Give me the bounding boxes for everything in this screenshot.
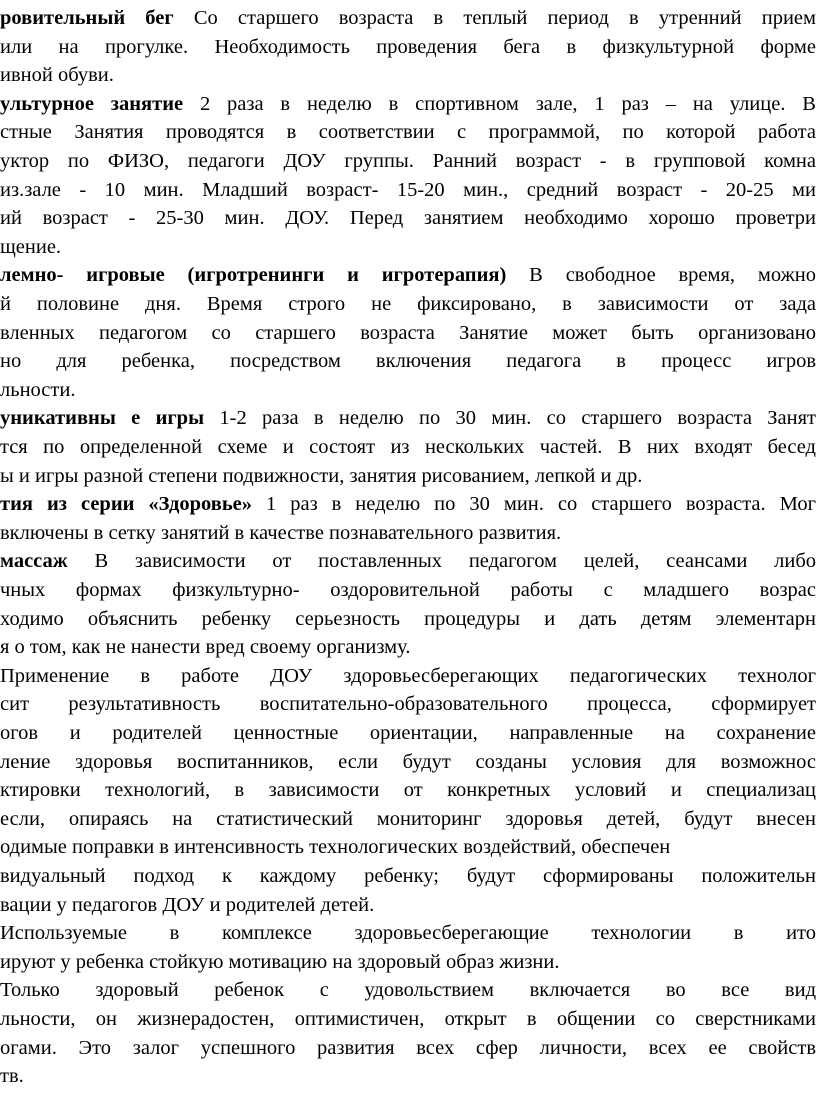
line-text: стные Занятия проводятся в соответствии с программой, по которой работа (0, 121, 816, 144)
text-line (0, 832, 816, 862)
text-line (0, 3, 816, 33)
text-line (0, 232, 816, 262)
text-line (0, 32, 816, 62)
text-line (0, 518, 816, 548)
text-line (0, 375, 816, 405)
text-line (0, 489, 816, 519)
text-line (0, 146, 816, 176)
text-line (0, 318, 816, 348)
line-text: тв. (0, 1065, 24, 1088)
line-text: й половине дня. Время строго не фиксировано, в зависимости от зада (0, 293, 816, 315)
text-line (0, 346, 816, 376)
text-line (0, 403, 816, 433)
text-line (0, 175, 816, 205)
line-text: ктировки технологий, в зависимости от конкретных условий и специализац (0, 779, 816, 802)
text-line (0, 432, 816, 462)
line-text: Только здоровый ребенок с удовольствием включается во все вид (0, 979, 816, 1002)
line-text: щение. (0, 235, 62, 258)
line-text: одимые поправки в интенсивность технологических воздействий, обеспечен (0, 836, 671, 859)
text-line (0, 260, 816, 290)
text-line (0, 546, 816, 576)
text-line (0, 689, 816, 719)
line-text: но для ребенка, посредством включения педагога в процесс игров (0, 350, 816, 373)
line-text: вленных педагогом со старшего возраста Занятие может быть организовано (0, 321, 816, 344)
text-line (0, 203, 816, 233)
line-text: ление здоровья воспитанников, если будут созданы условия для возможнос (0, 750, 816, 773)
line-text: огов и родителей ценностные ориентации, направленные на сохранение (0, 722, 816, 744)
bold-term: ровительный бег (0, 7, 174, 29)
text-line (0, 861, 816, 891)
line-text: уктор по ФИЗО, педагоги ДОУ группы. Ранний возраст - в групповой комна (0, 150, 816, 172)
text-line (0, 604, 816, 634)
text-line (0, 117, 816, 147)
line-text: ируют у ребенка стойкую мотивацию на здоровый образ жизни. (0, 950, 560, 973)
text-line (0, 289, 816, 319)
text-line (0, 918, 816, 948)
text-line (0, 890, 816, 920)
bold-term: тия из серии «Здоровье» (0, 493, 253, 516)
text-line (0, 632, 816, 662)
text-line (0, 775, 816, 805)
bold-term: массаж (0, 550, 68, 573)
line-text: Применение в работе ДОУ здоровьесберегающих педагогических технолог (0, 664, 816, 687)
text-line (0, 1061, 816, 1091)
line-text: Со старшего возраста в теплый период в утренний прием (173, 7, 816, 29)
text-line (0, 718, 816, 748)
line-text: чных формах физкультурно- оздоровительной работы с младшего возрас (0, 579, 816, 601)
line-text: Используемые в комплексе здоровьесберегающие технологии в ито (0, 922, 816, 945)
line-text: видуальный подход к каждому ребенку; будут сформированы положительн (0, 865, 816, 887)
line-text: 2 раза в неделю в спортивном зале, 1 раз – на улице. В (183, 92, 816, 115)
text-line (0, 975, 816, 1005)
line-text: 1-2 раза в неделю по 30 мин. со старшего возраста Занят (204, 407, 816, 430)
line-text: или на прогулке. Необходимость проведения бега в физкультурной форме (0, 35, 816, 58)
line-text: включены в сетку занятий в качестве познавательного развития. (0, 521, 562, 544)
bold-term: уникативны е игры (0, 407, 205, 430)
line-text: вации у педагогов ДОУ и родителей детей. (0, 893, 375, 916)
line-text: ы и игры разной степени подвижности, занятия рисованием, лепкой и др. (0, 464, 643, 487)
line-text: льности, он жизнерадостен, оптимистичен, открыт в общении со сверстниками (0, 1008, 816, 1030)
line-text: 1 раз в неделю по 30 мин. со старшего возраста. Мог (252, 493, 816, 516)
line-text: В свободное время, можно (506, 264, 816, 287)
text-line (0, 804, 816, 834)
text-line (0, 1004, 816, 1034)
line-text: В зависимости от поставленных педагогом целей, сеансами либо (67, 550, 816, 573)
line-text: если, опираясь на статистический мониторинг здоровья детей, будут внесен (0, 807, 816, 830)
line-text: огами. Это залог успешного развития всех сфер личности, всех ее свойств (0, 1036, 816, 1059)
text-line (0, 661, 816, 691)
line-text: сит результативность воспитательно-образовательного процесса, сформирует (0, 693, 816, 716)
line-text: тся по определенной схеме и состоят из нескольких частей. В них входят бесед (0, 436, 816, 458)
text-line (0, 89, 816, 119)
line-text: льности. (0, 378, 76, 401)
line-text: ий возраст - 25-30 мин. ДОУ. Перед занятием необходимо хорошо проветри (0, 207, 816, 230)
line-text: ивной обуви. (0, 64, 114, 87)
text-line (0, 60, 816, 90)
bold-term: лемно- игровые (игротренинги и игротерапия) (0, 264, 507, 287)
line-text: я о том, как не нанести вред своему организму. (0, 636, 411, 659)
text-line (0, 461, 816, 491)
text-line (0, 1033, 816, 1063)
text-line (0, 747, 816, 777)
text-line (0, 575, 816, 605)
text-line (0, 947, 816, 977)
line-text: из.зале - 10 мин. Младший возраст- 15-20 мин., средний возраст - 20-25 ми (0, 178, 816, 201)
bold-term: ультурное занятие (0, 92, 184, 115)
line-text: ходимо объяснить ребенку серьезность процедуры и дать детям элементарн (0, 607, 816, 630)
